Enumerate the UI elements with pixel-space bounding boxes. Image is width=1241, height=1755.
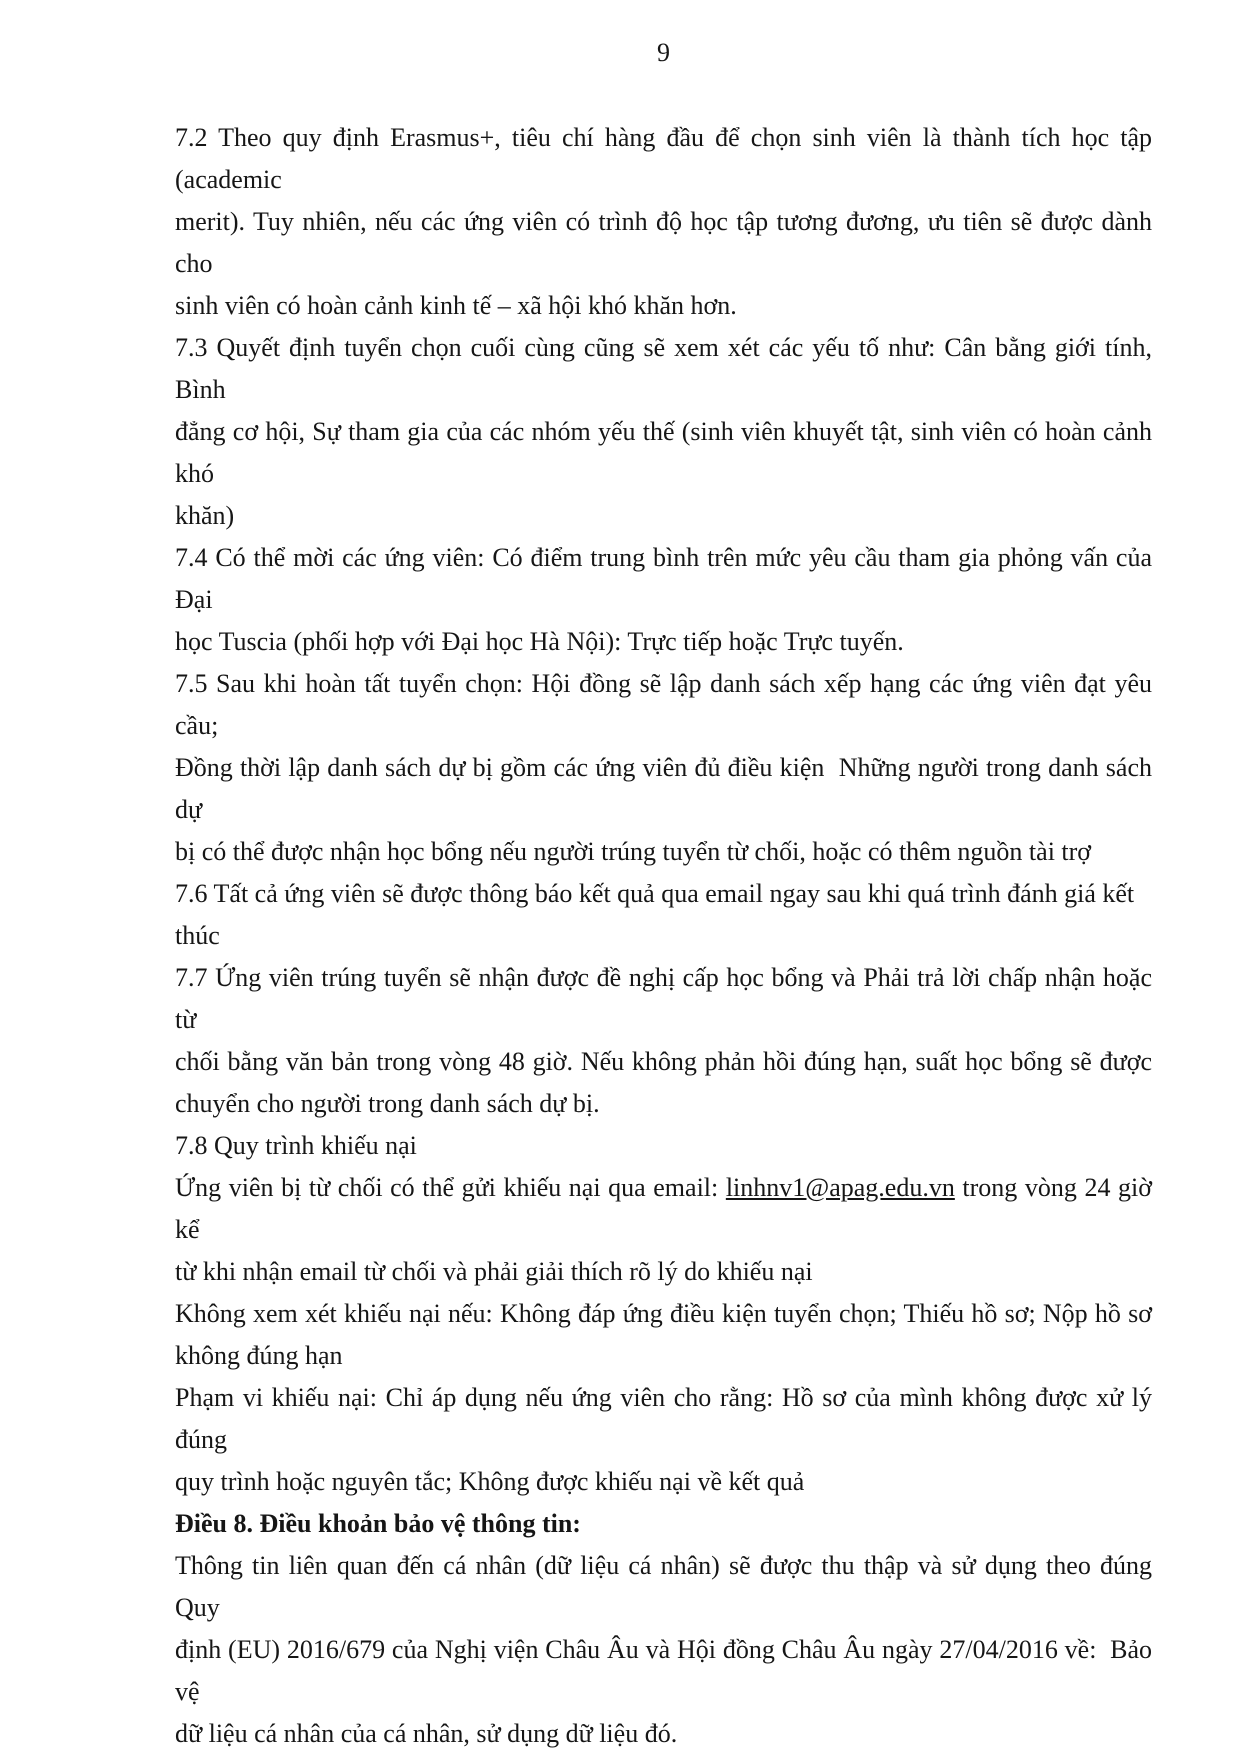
article-8-heading: [175, 1503, 1152, 1545]
article-8-body: [175, 1545, 1152, 1755]
text-line: 7.5 Sau khi hoàn tất tuyển chọn: Hội đồng sẽ lập danh sách xếp hạng các ứng viên đạt yêu cầu;: [175, 669, 1152, 740]
paragraph-7-5: [175, 663, 1152, 873]
paragraph-7-4: [175, 537, 1152, 663]
text-line: 7.6 Tất cả ứng viên sẽ được thông báo kết quả qua email ngay sau khi quá trình đánh giá kết thúc: [175, 879, 1135, 950]
appeal-scope-paragraph: [175, 1377, 1152, 1503]
text-line: 7.7 Ứng viên trúng tuyển sẽ nhận được đề nghị cấp học bổng và Phải trả lời chấp nhận hoặc từ: [175, 963, 1152, 1034]
paragraph-7-8-title: [175, 1125, 1152, 1167]
text-line: [175, 1167, 1152, 1251]
text-line: từ khi nhận email từ chối và phải giải thích rõ lý do khiếu nại: [175, 1257, 813, 1286]
appeal-email-pre-text: Ứng viên bị từ chối có thể gửi khiếu nại qua email:: [175, 1173, 726, 1202]
text-line: Không xem xét khiếu nại nếu: Không đáp ứng điều kiện tuyển chọn; Thiếu hồ sơ; Nộp hồ sơ: [175, 1299, 1152, 1328]
text-line: Thông tin liên quan đến cá nhân (dữ liệu cá nhân) sẽ được thu thập và sử dụng theo đúng Quy: [175, 1551, 1152, 1622]
text-line: học Tuscia (phối hợp với Đại học Hà Nội): Trực tiếp hoặc Trực tuyến.: [175, 627, 904, 656]
text-line: bị có thể được nhận học bổng nếu người trúng tuyển từ chối, hoặc có thêm nguồn tài trợ: [175, 837, 1092, 866]
text-line: 7.3 Quyết định tuyển chọn cuối cùng cũng sẽ xem xét các yếu tố như: Cân bằng giới tính, Bình: [175, 333, 1152, 404]
text-line: dữ liệu cá nhân của cá nhân, sử dụng dữ liệu đó.: [175, 1719, 678, 1748]
text-line: sinh viên có hoàn cảnh kinh tế – xã hội khó khăn hơn.: [175, 291, 737, 320]
email-link[interactable]: linhnv1@apag.edu.vn: [725, 1173, 955, 1202]
heading-line: Điều 8. Điều khoản bảo vệ thông tin:: [175, 1509, 581, 1538]
text-line: chối bằng văn bản trong vòng 48 giờ. Nếu không phản hồi đúng hạn, suất học bổng sẽ được: [175, 1047, 1152, 1076]
text-line: 7.8 Quy trình khiếu nại: [175, 1131, 417, 1160]
text-line: 7.4 Có thể mời các ứng viên: Có điểm trung bình trên mức yêu cầu tham gia phỏng vấn của Đại: [175, 543, 1152, 614]
text-line: định (EU) 2016/679 của Nghị viện Châu Âu và Hội đồng Châu Âu ngày 27/04/2016 về: Bảo vệ: [175, 1635, 1152, 1706]
appeal-email-paragraph: [175, 1167, 1152, 1293]
text-line: khăn): [175, 501, 235, 530]
text-line: Đồng thời lập danh sách dự bị gồm các ứng viên đủ điều kiện Những người trong danh sách dự: [175, 753, 1152, 824]
text-line: 7.2 Theo quy định Erasmus+, tiêu chí hàng đầu để chọn sinh viên là thành tích học tập (academic: [175, 123, 1152, 194]
document-body: [175, 117, 1152, 1755]
appeal-exclusions-paragraph: [175, 1293, 1152, 1377]
text-line: Phạm vi khiếu nại: Chỉ áp dụng nếu ứng viên cho rằng: Hồ sơ của mình không được xử lý đúng: [175, 1383, 1152, 1454]
paragraph-7-6: [175, 873, 1152, 957]
text-line: chuyển cho người trong danh sách dự bị.: [175, 1089, 600, 1118]
text-line: đẳng cơ hội, Sự tham gia của các nhóm yếu thế (sinh viên khuyết tật, sinh viên có hoàn cảnh khó: [175, 417, 1152, 488]
text-line: quy trình hoặc nguyên tắc; Không được khiếu nại về kết quả: [175, 1467, 805, 1496]
page-number: 9: [657, 38, 670, 67]
text-line: merit). Tuy nhiên, nếu các ứng viên có trình độ học tập tương đương, ưu tiên sẽ được dành cho: [175, 207, 1152, 278]
text-line: không đúng hạn: [175, 1341, 343, 1370]
appeal-email-post-text: trong vòng 24 giờ kể: [175, 1173, 1153, 1244]
paragraph-7-3: [175, 327, 1152, 537]
paragraph-7-7: [175, 957, 1152, 1125]
paragraph-7-2: [175, 117, 1152, 327]
